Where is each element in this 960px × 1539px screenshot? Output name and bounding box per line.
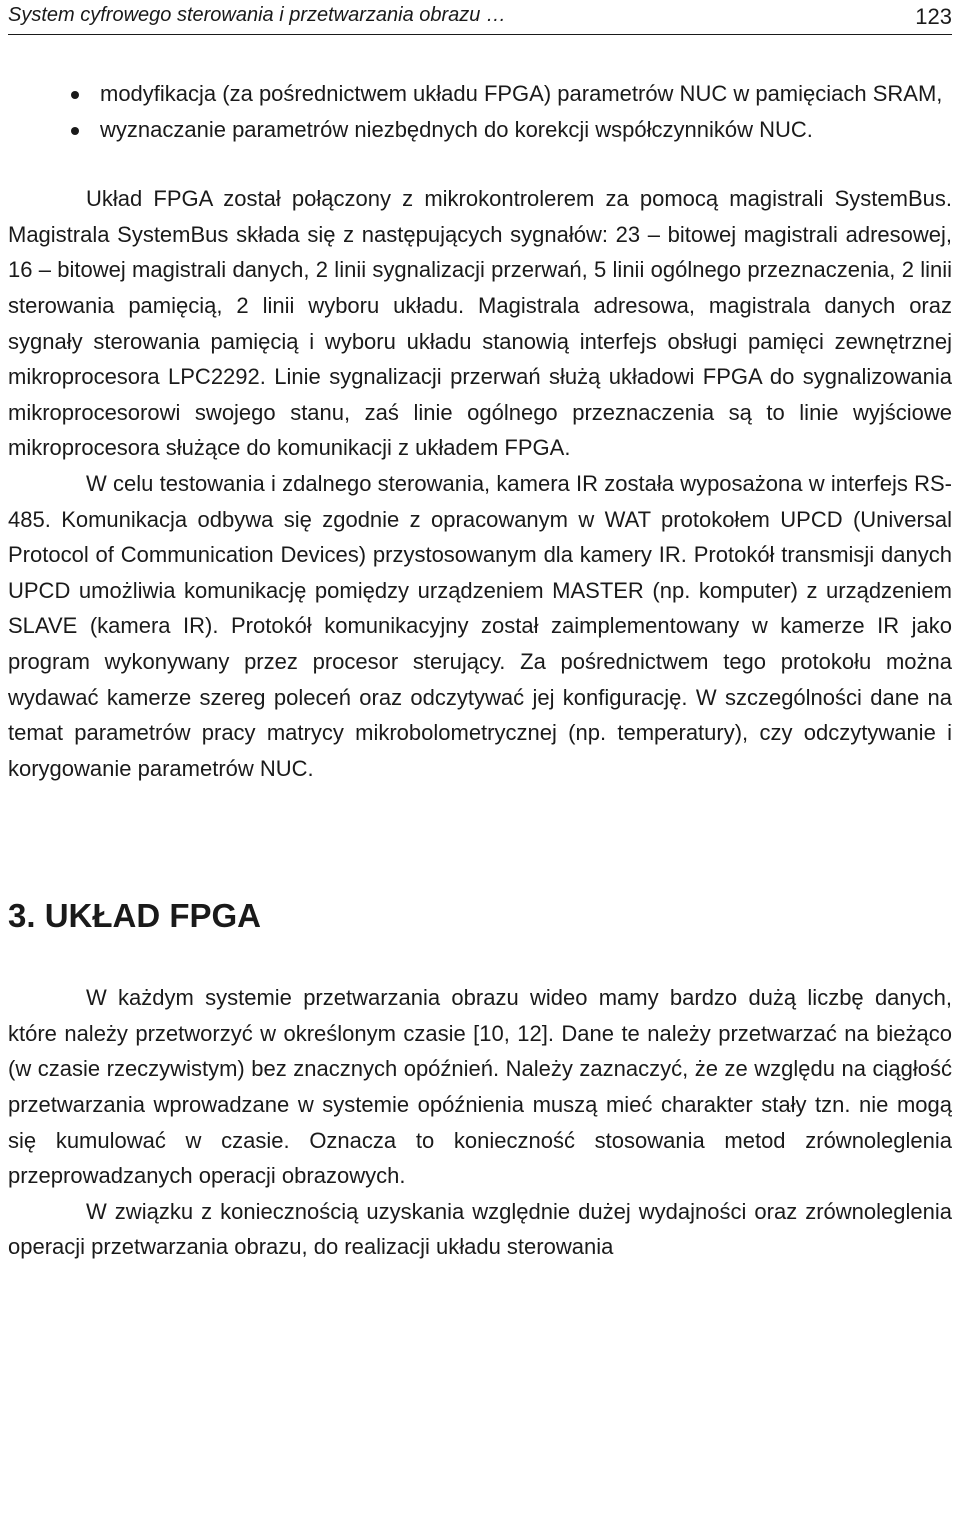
paragraph-rs485: W celu testowania i zdalnego sterowania, kamera IR została wyposażona w interfejs RS-485. Komunikacja odbywa się zgodnie z opracowanym w WAT protokołem UPCD (Universal Protocol of Communication Devices) przystosowanym dla kamery IR. Protokół transmisji danych UPCD umożliwia komunikację pomiędzy urządzeniem MASTER (np. komputer) z urządzeniem SLAVE (kamera IR). Protokół komunikacyjny został zaimplementowany w kamerze IR jako program wykonywany przez procesor sterujący. Za pośrednictwem tego protokołu można wydawać kamerze szereg poleceń oraz odczytywać jej konfigurację. W szczególności dane na temat parametrów pracy matrycy mikrobolometrycznej (np. temperatury), czy odczytywanie i korygowanie parametrów NUC. [8,470,952,781]
paragraph-systembus: Układ FPGA został połączony z mikrokontrolerem za pomocą magistrali SystemBus. Magistrala SystemBus składa się z następujących sygnałów: 23 – bitowej magistrali adresowej, 16 – bitowej magistrali danych, 2 linii sygnalizacji przerwań, 5 linii ogólnego przeznaczenia, 2 linii sterowania pamięcią, 2 linii wyboru układu. Magistrala adresowa, magistrala danych oraz sygnały sterowania pamięcią i wyboru układu stanowią interfejs obsługi pamięci zewnętrznej mikroprocesora LPC2292. Linie sygnalizacji przerwań służą układowi FPGA do sygnalizowania mikroprocesorowi swojego stanu, zaś linie ogólnego przeznaczenia są to linie wyjściowe mikroprocesora służące do komunikacji z układem FPGA. [8,186,952,461]
page-number: 123 [915,4,952,29]
bullet-icon [71,127,79,135]
paragraph-video-processing: W każdym systemie przetwarzania obrazu wideo mamy bardzo dużą liczbę danych, które należy przetworzyć w określonym czasie [10, 12]. Dane te należy przetwarzać na bieżąco (w czasie rzeczywistym) bez znacznych opóźnień. Należy zaznaczyć, że ze względu na ciągłość przetwarzania wprowadzane w systemie opóźnienia muszą mieć charakter stały tzn. nie mogą się kumulować w czasie. Oznacza to konieczność stosowania metod zrównoleglenia przeprowadzanych operacji obrazowych. [8,985,952,1189]
paragraph-parallelism: W związku z koniecznością uzyskania względnie dużej wydajności oraz zrównoleglenia operacji przetwarzania obrazu, do realizacji układu sterowania [8,1198,952,1260]
bullet-text: modyfikacja (za pośrednictwem układu FPGA) parametrów NUC w pamięciach SRAM, [100,81,943,106]
bullet-icon [71,91,79,99]
list-item [8,76,952,112]
bullet-text: wyznaczanie parametrów niezbędnych do korekcji współczynników NUC. [100,116,813,142]
list-item [8,112,952,148]
running-title: System cyfrowego sterowania i przetwarzania obrazu … [8,4,506,26]
bullet-list [8,76,952,147]
page-body [8,76,952,1265]
section-heading: 3. UKŁAD FPGA [8,897,262,935]
page-header [8,0,952,35]
